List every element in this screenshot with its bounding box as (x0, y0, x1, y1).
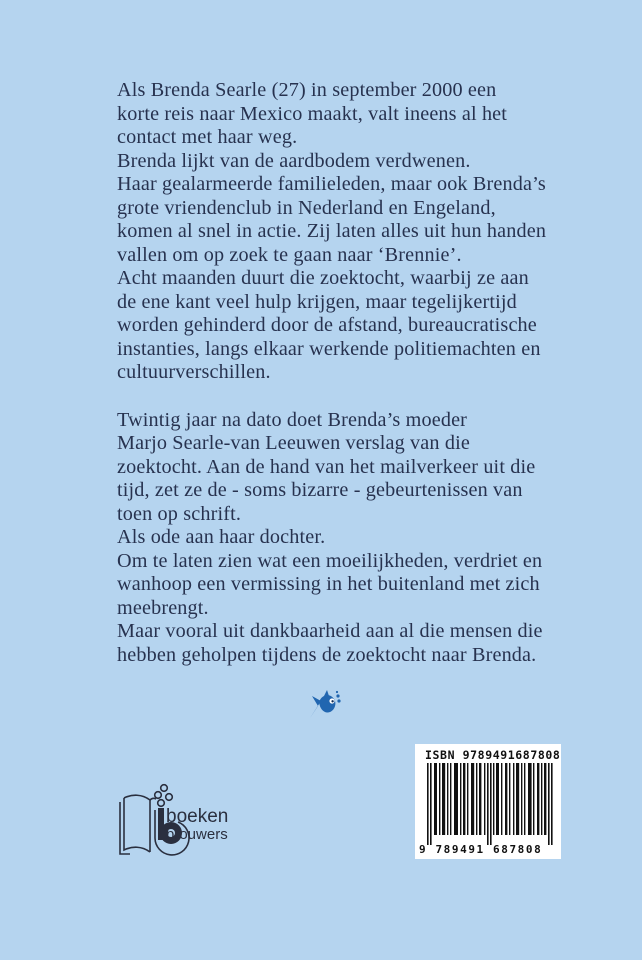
blurb-line: zoektocht. Aan de hand van het mailverkeer uit die (117, 455, 536, 478)
isbn-label: ISBN 9789491687808 (425, 748, 561, 762)
back-cover-blurb (117, 79, 557, 667)
blurb-line: korte reis naar Mexico maakt, valt ineens al het (117, 102, 508, 125)
blurb-line: cultuurverschillen. (117, 361, 271, 383)
barcode-bars (427, 763, 553, 845)
blurb-line: komen al snel in actie. Zij laten alles uit hun handen (117, 220, 547, 242)
isbn-digits: 9 789491 687808 (419, 843, 543, 856)
isbn-barcode (415, 744, 561, 859)
blurb-line: Haar gealarmeerde familieleden, maar ook Brenda’s (117, 173, 546, 195)
blurb-line: instanties, langs elkaar werkende politiemachten en (117, 337, 541, 360)
paragraph-gap (117, 385, 557, 409)
blurb-line: contact met haar weg. (117, 126, 298, 148)
blurb-line: tijd, zet ze de - soms bizarre - gebeurtenissen van (117, 479, 523, 501)
blurb-line: vallen om op zoek te gaan naar ‘Brennie’. (117, 243, 462, 266)
blurb-line: hebben geholpen tijdens de zoektocht naar Brenda. (117, 643, 537, 666)
blurb-line: worden gehinderd door de afstand, bureaucratische (117, 314, 537, 336)
blurb-line: Als ode aan haar dochter. (117, 526, 326, 548)
blurb-line: grote vriendenclub in Nederland en Engeland, (117, 196, 496, 219)
blurb-line: Twintig jaar na dato doet Brenda’s moeder (117, 408, 468, 431)
blurb-line: Maar vooral uit dankbaarheid aan al die mensen die (117, 620, 543, 642)
blurb-line: Marjo Searle-van Leeuwen verslag van die (117, 432, 470, 454)
blurb-line: Om te laten zien wat een moeilijkheden, verdriet en (117, 549, 543, 572)
blurb-line: Brenda lijkt van de aardbodem verdwenen. (117, 149, 471, 172)
blurb-line: meebrengt. (117, 596, 209, 619)
blurb-line: Acht maanden duurt die zoektocht, waarbij ze aan (117, 267, 529, 289)
publisher-logo (118, 780, 248, 870)
fish-icon (308, 688, 342, 722)
blurb-line: Als Brenda Searle (27) in september 2000 een (117, 79, 497, 101)
blurb-line: wanhoop een vermissing in het buitenland met zich (117, 573, 540, 595)
blurb-line: de ene kant veel hulp krijgen, maar tegelijkertijd (117, 290, 517, 313)
blurb-line: toen op schrift. (117, 502, 242, 525)
publisher-name-line2: brouwers (166, 826, 228, 843)
publisher-name-line1: boeken (166, 806, 229, 827)
